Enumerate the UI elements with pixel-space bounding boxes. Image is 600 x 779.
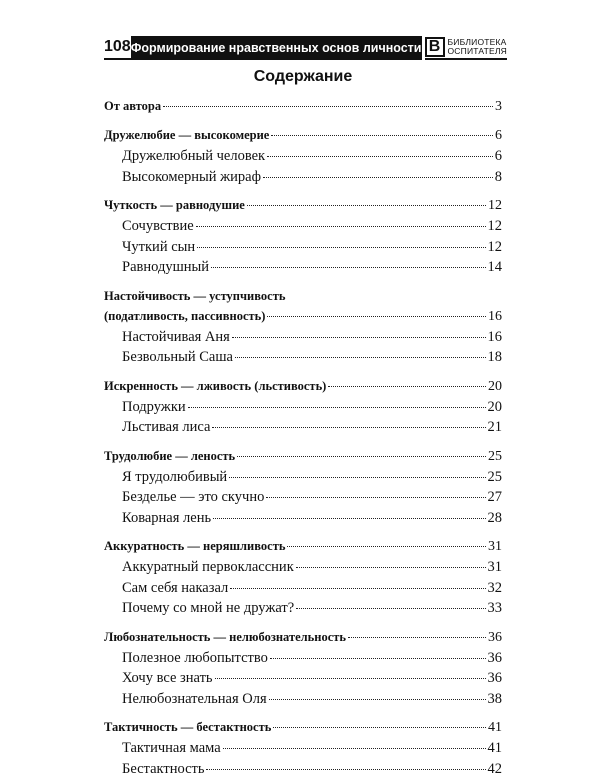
toc-entry-title: Любознательность — нелюбознательность bbox=[104, 627, 346, 647]
dot-leader bbox=[287, 545, 486, 547]
series-name bbox=[448, 38, 507, 56]
toc-subentry bbox=[104, 648, 502, 669]
toc-entry-title: Сочувствие bbox=[122, 216, 194, 237]
table-of-contents bbox=[104, 86, 502, 779]
toc-entry-title: Полезное любопытство bbox=[122, 648, 268, 669]
toc-subentry bbox=[104, 417, 502, 438]
dot-leader bbox=[269, 698, 486, 700]
toc-entry-page: 28 bbox=[488, 508, 503, 529]
dot-leader bbox=[296, 607, 485, 609]
toc-entry-page: 6 bbox=[495, 126, 502, 146]
toc-entry-title: Подружки bbox=[122, 397, 186, 418]
toc-entry-title: Трудолюбие — леность bbox=[104, 446, 235, 466]
toc-subentry bbox=[104, 668, 502, 689]
toc-entry-title: От автора bbox=[104, 96, 161, 116]
toc-entry-title: Равнодушный bbox=[122, 257, 209, 278]
dot-leader bbox=[247, 204, 486, 206]
dot-leader bbox=[263, 176, 493, 178]
dot-leader bbox=[267, 315, 486, 317]
toc-subentry bbox=[104, 578, 502, 599]
running-title: Формирование нравственных основ личности bbox=[131, 36, 422, 60]
toc-entry-title: Я трудолюбивый bbox=[122, 467, 227, 488]
toc-section bbox=[104, 627, 502, 648]
dot-leader bbox=[232, 336, 486, 338]
toc-section bbox=[104, 195, 502, 216]
toc-subentry bbox=[104, 689, 502, 710]
toc-subentry bbox=[104, 327, 502, 348]
dot-leader bbox=[266, 496, 485, 498]
toc-entry-title: Льстивая лиса bbox=[122, 417, 210, 438]
toc-entry-title: Аккуратный первоклассник bbox=[122, 557, 294, 578]
toc-subentry bbox=[104, 347, 502, 368]
dot-leader bbox=[213, 517, 485, 519]
toc-entry-title: Безвольный Саша bbox=[122, 347, 233, 368]
toc-entry-page: 16 bbox=[488, 327, 503, 348]
toc-subentry bbox=[104, 397, 502, 418]
toc-entry-page: 41 bbox=[488, 738, 503, 759]
toc-section-continued bbox=[104, 306, 502, 327]
toc-entry-title: Искренность — лживость (льстивость) bbox=[104, 376, 326, 396]
dot-leader bbox=[270, 657, 486, 659]
toc-subentry bbox=[104, 557, 502, 578]
toc-entry-page: 3 bbox=[495, 97, 502, 117]
toc-entry-title: Аккуратность — неряшливость bbox=[104, 536, 285, 556]
toc-entry-page: 16 bbox=[488, 307, 502, 327]
toc-entry-page: 36 bbox=[488, 648, 503, 669]
toc-section bbox=[104, 376, 502, 397]
dot-leader bbox=[235, 356, 486, 358]
dot-leader bbox=[188, 406, 486, 408]
toc-subentry bbox=[104, 237, 502, 258]
dot-leader bbox=[196, 225, 486, 227]
toc-entry-title: Сам себя наказал bbox=[122, 578, 228, 599]
dot-leader bbox=[348, 636, 486, 638]
toc-subentry bbox=[104, 216, 502, 237]
toc-entry-title: Тактичная мама bbox=[122, 738, 221, 759]
toc-entry-page: 21 bbox=[488, 417, 503, 438]
dot-leader bbox=[237, 455, 486, 457]
running-header bbox=[104, 36, 502, 60]
toc-entry-page: 12 bbox=[488, 196, 502, 216]
toc-subentry bbox=[104, 167, 502, 188]
dot-leader bbox=[163, 105, 493, 107]
dot-leader bbox=[212, 426, 485, 428]
toc-entry-title: Настойчивость — уступчивость bbox=[104, 286, 285, 306]
toc-entry-title: Тактичность — бестактность bbox=[104, 717, 271, 737]
series-line-2: ОСПИТАТЕЛЯ bbox=[448, 47, 507, 56]
toc-entry-page: 33 bbox=[488, 598, 503, 619]
toc-entry-page: 36 bbox=[488, 668, 503, 689]
toc-entry-title: (податливость, пассивность) bbox=[104, 306, 265, 326]
toc-entry-page: 12 bbox=[488, 216, 503, 237]
toc-entry-page: 41 bbox=[488, 718, 502, 738]
toc-section bbox=[104, 96, 502, 117]
toc-entry-page: 31 bbox=[488, 557, 503, 578]
dot-leader bbox=[229, 476, 485, 478]
toc-entry-page: 20 bbox=[488, 397, 503, 418]
dot-leader bbox=[296, 566, 486, 568]
toc-entry-page: 8 bbox=[495, 167, 502, 188]
toc-entry-page: 18 bbox=[488, 347, 503, 368]
dot-leader bbox=[328, 385, 486, 387]
dot-leader bbox=[206, 768, 485, 770]
toc-entry-title: Безделье — это скучно bbox=[122, 487, 264, 508]
toc-entry-page: 42 bbox=[488, 759, 503, 779]
toc-section bbox=[104, 717, 502, 738]
toc-entry-title: Чуткость — равнодушие bbox=[104, 195, 245, 215]
toc-subentry bbox=[104, 467, 502, 488]
toc-entry-page: 25 bbox=[488, 467, 503, 488]
toc-entry-page: 6 bbox=[495, 146, 502, 167]
toc-entry-title: Почему со мной не дружат? bbox=[122, 598, 294, 619]
dot-leader bbox=[271, 134, 493, 136]
toc-subentry bbox=[104, 487, 502, 508]
toc-section bbox=[104, 536, 502, 557]
toc-entry-page: 14 bbox=[488, 257, 503, 278]
toc-entry-page: 12 bbox=[488, 237, 503, 258]
series-logo bbox=[425, 36, 507, 60]
toc-subentry bbox=[104, 759, 502, 779]
toc-section bbox=[104, 446, 502, 467]
toc-subentry bbox=[104, 738, 502, 759]
toc-section bbox=[104, 286, 502, 306]
dot-leader bbox=[273, 726, 486, 728]
toc-entry-title: Высокомерный жираф bbox=[122, 167, 261, 188]
toc-entry-page: 32 bbox=[488, 578, 503, 599]
toc-title: Содержание bbox=[104, 68, 502, 86]
dot-leader bbox=[267, 155, 493, 157]
dot-leader bbox=[197, 246, 485, 248]
toc-entry-title: Бестактность bbox=[122, 759, 204, 779]
toc-subentry bbox=[104, 508, 502, 529]
toc-entry-page: 31 bbox=[488, 537, 502, 557]
toc-entry-title: Коварная лень bbox=[122, 508, 211, 529]
page-number: 108 bbox=[104, 36, 131, 60]
toc-entry-page: 20 bbox=[488, 377, 502, 397]
toc-subentry bbox=[104, 146, 502, 167]
toc-entry-title: Настойчивая Аня bbox=[122, 327, 230, 348]
toc-entry-title: Чуткий сын bbox=[122, 237, 195, 258]
toc-section bbox=[104, 125, 502, 146]
dot-leader bbox=[215, 677, 486, 679]
dot-leader bbox=[211, 266, 486, 268]
toc-entry-title: Дружелюбный человек bbox=[122, 146, 265, 167]
toc-entry-title: Хочу все знать bbox=[122, 668, 213, 689]
series-letter: В bbox=[425, 37, 445, 57]
toc-entry-title: Дружелюбие — высокомерие bbox=[104, 125, 269, 145]
toc-entry-page: 36 bbox=[488, 628, 502, 648]
toc-entry-title: Нелюбознательная Оля bbox=[122, 689, 267, 710]
toc-entry-page: 38 bbox=[488, 689, 503, 710]
series-line-1: БИБЛИОТЕКА bbox=[448, 38, 507, 47]
toc-subentry bbox=[104, 257, 502, 278]
toc-entry-page: 27 bbox=[488, 487, 503, 508]
dot-leader bbox=[223, 747, 486, 749]
toc-entry-page: 25 bbox=[488, 447, 502, 467]
dot-leader bbox=[230, 587, 485, 589]
toc-subentry bbox=[104, 598, 502, 619]
